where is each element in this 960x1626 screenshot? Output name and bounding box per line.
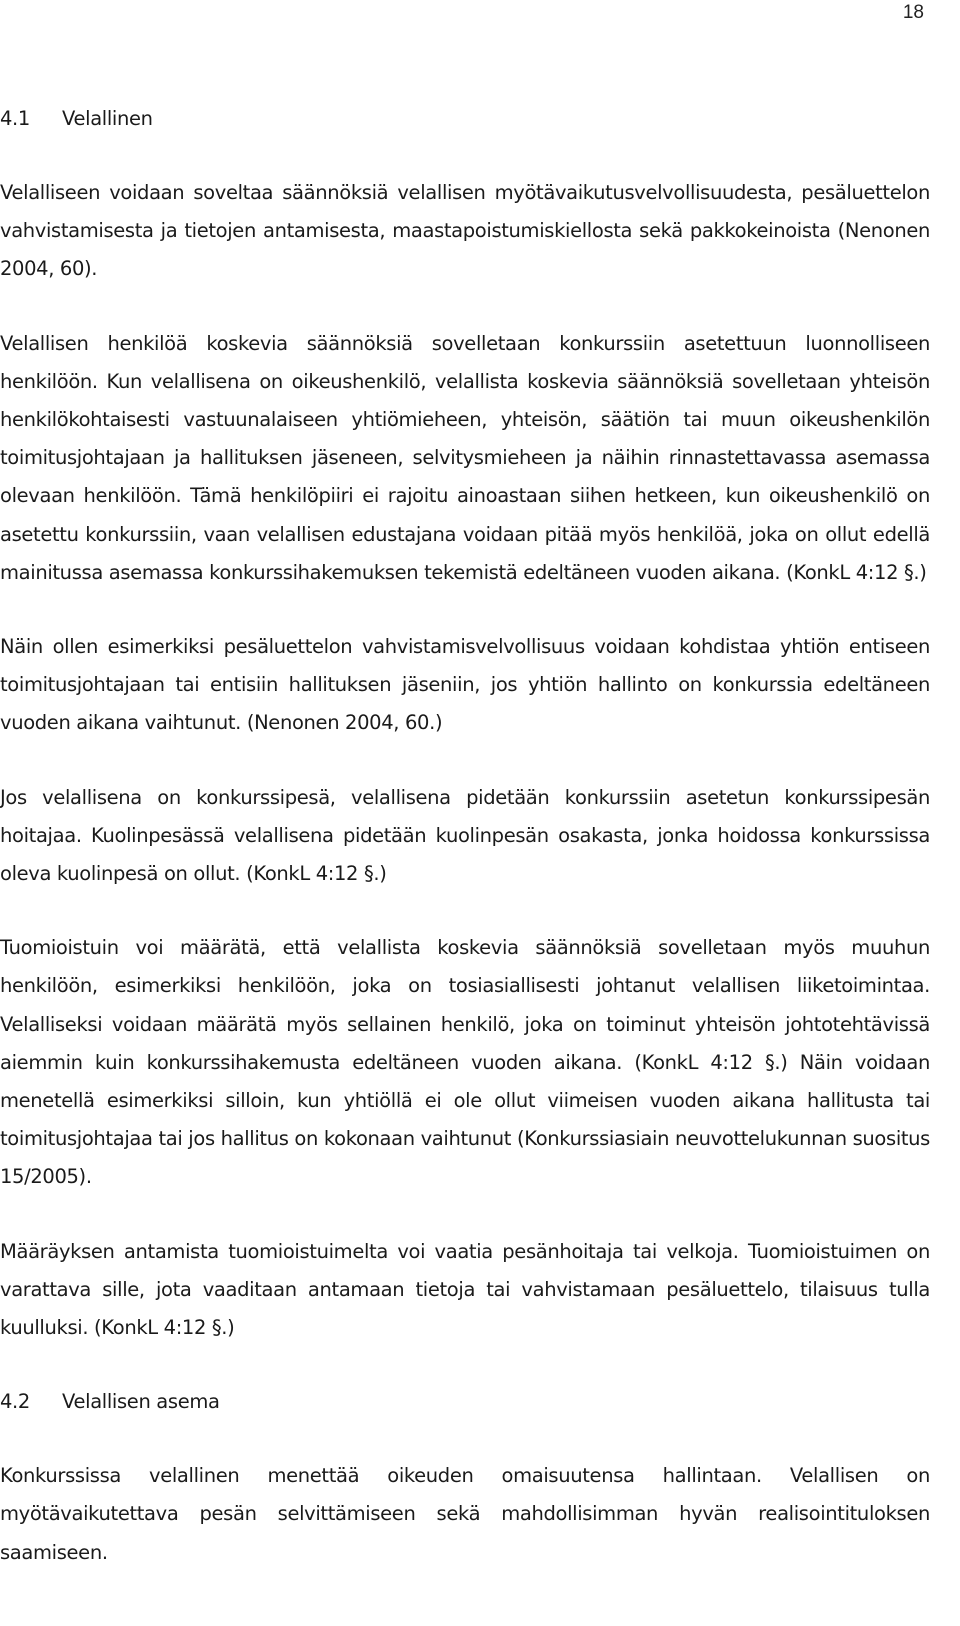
section-title: Velallinen xyxy=(62,107,153,130)
section-title: Velallisen asema xyxy=(62,1390,220,1414)
section-number: 4.2 xyxy=(0,1390,30,1414)
document-body xyxy=(0,100,930,1572)
paragraph: Näin ollen esimerkiksi pesäluettelon vahvistamisvelvollisuus voidaan kohdistaa yhtiön entiseen toimitusjohtajaan tai entisiin hallituksen jäseniin, jos yhtiön hallinto on konkurssia edeltäneen vuoden aikana vaihtunut. (Nenonen 2004, 60.) xyxy=(0,635,930,735)
paragraph: Määräyksen antamista tuomioistuimelta voi vaatia pesänhoitaja tai velkoja. Tuomioistuimen on varattava sille, jota vaaditaan antamaan tietoja tai vahvistamaan pesäluettelo, tilaisuus tulla kuulluksi. (KonkL 4:12 §.) xyxy=(0,1239,930,1340)
page-number: 18 xyxy=(902,2,924,23)
paragraph: Jos velallisena on konkurssipesä, velallisena pidetään konkurssiin asetetun konkurssipesän hoitajaa. Kuolinpesässä velallisena pidetään kuolinpesän osakasta, jonka hoidossa konkurssissa oleva kuolinpesä on ollut. (KonkL 4:12 §.) xyxy=(0,785,930,886)
paragraph: Konkurssissa velallinen menettää oikeuden omaisuutensa hallintaan. Velallisen on myötävaikutettava pesän selvittämiseen sekä mahdollisimman hyvän realisointituloksen saamiseen. xyxy=(0,1464,930,1564)
section-number: 4.1 xyxy=(0,107,30,130)
section-heading-velallinen xyxy=(0,100,930,138)
paragraph: Velallisen henkilöä koskevia säännöksiä sovelletaan konkurssiin asetettuun luonnolliseen henkilöön. Kun velallisena on oikeushenkilö, velallista koskevia säännöksiä sovelletaan yhteisön henkilökohtaisesti vastuunalaiseen yhtiömieheen, yhteisön, säätiön tai muun oikeushenkilön toimitusjohtajaan ja hallituksen jäseneen, selvitysmieheen ja näihin rinnastettavassa asemassa olevaan henkilöön. Tämä henkilöpiiri ei rajoitu ainoastaan siihen hetkeen, kun oikeushenkilö on asetettu konkurssiin, vaan velallisen edustajana voidaan pitää myös henkilöä, joka on ollut edellä mainitussa asemassa konkurssihakemuksen tekemistä edeltäneen vuoden aikana. (KonkL 4:12 §.) xyxy=(0,331,930,584)
section-heading-velallisen-asema xyxy=(0,1383,930,1421)
paragraph: Tuomioistuin voi määrätä, että velallista koskevia säännöksiä sovelletaan myös muuhun henkilöön, esimerkiksi henkilöön, joka on tosiasiallisesti johtanut velallisen liiketoimintaa. Velalliseksi voidaan määrätä myös sellainen henkilö, joka on toiminut yhteisön johtotehtävissä aiemmin kuin konkurssihakemusta edeltäneen vuoden aikana. (KonkL 4:12 §.) Näin voidaan menetellä esimerkiksi silloin, kun yhtiöllä ei ole ollut viimeisen vuoden aikana hallitusta tai toimitusjohtajaa tai jos hallitus on kokonaan vaihtunut (Konkurssiasiain neuvottelukunnan suositus 15/2005). xyxy=(0,936,930,1189)
paragraph: Velalliseen voidaan soveltaa säännöksiä velallisen myötävaikutusvelvollisuudesta, pesäluettelon vahvistamisesta ja tietojen antamisesta, maastapoistumiskiellosta sekä pakkokeinoista (Nenonen 2004, 60). xyxy=(0,181,930,281)
